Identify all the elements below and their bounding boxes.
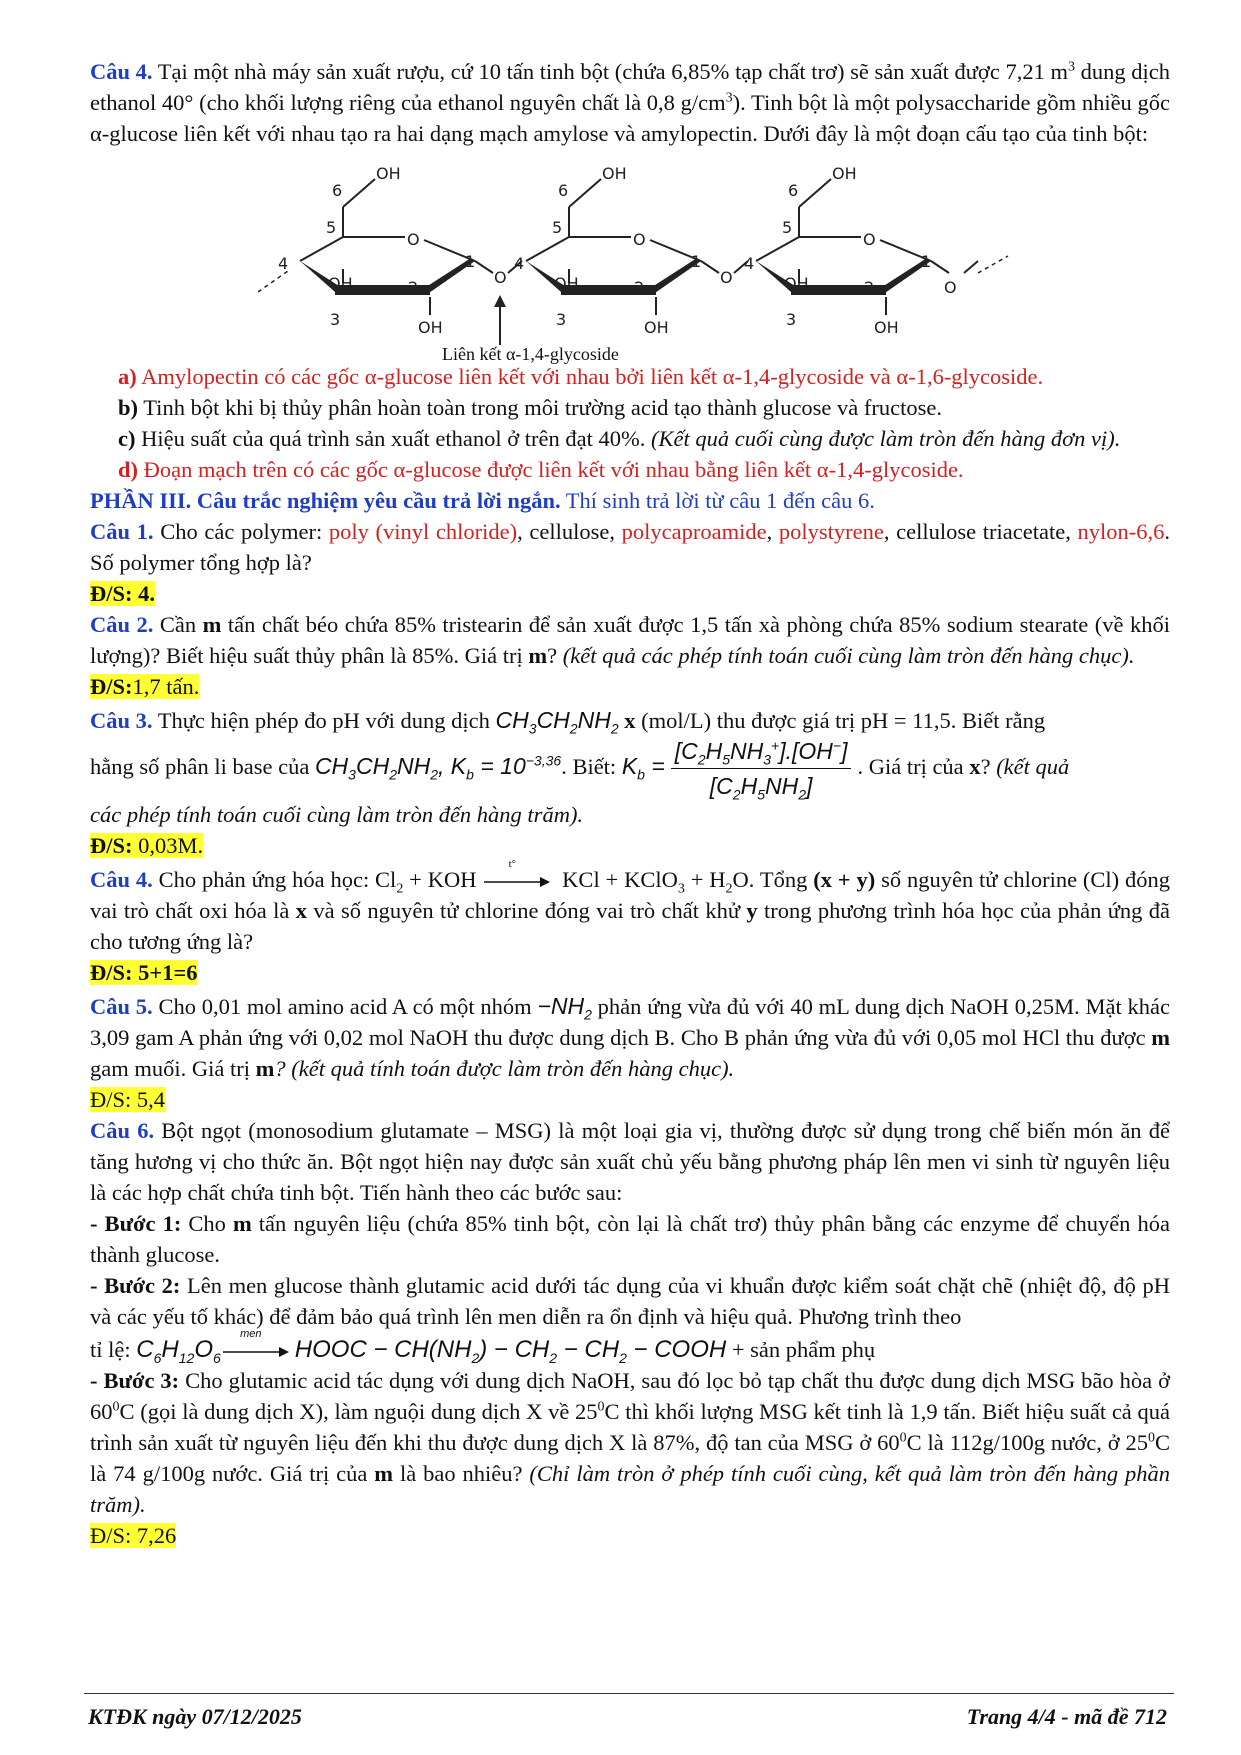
svg-text:OH: OH bbox=[554, 274, 579, 293]
svg-text:OH: OH bbox=[832, 164, 857, 183]
statement-d: d) Đoạn mạch trên có các gốc α-glucose được liên kết với nhau bằng liên kết α-1,4-glycoside. bbox=[118, 457, 964, 482]
part-3-heading: PHẦN III. Câu trắc nghiệm yêu cầu trả lời ngắn. Thí sinh trả lời từ câu 1 đến câu 6. bbox=[90, 488, 875, 513]
answer-3: Đ/S: 0,03M. bbox=[90, 833, 204, 858]
step-1: - Bước 1: Cho m tấn nguyên liệu (chứa 85% tinh bột, còn lại là chất trơ) thủy phân bằng các enzyme để chuyển hóa thành glucose. bbox=[90, 1211, 1170, 1267]
oh-label: OH bbox=[376, 164, 401, 183]
svg-text:3: 3 bbox=[556, 310, 567, 329]
starch-structure-diagram bbox=[90, 149, 1170, 361]
svg-text:2: 2 bbox=[634, 278, 645, 297]
svg-text:OH: OH bbox=[328, 274, 353, 293]
svg-text:4: 4 bbox=[278, 254, 289, 273]
svg-text:O: O bbox=[720, 268, 733, 287]
svg-text:O: O bbox=[494, 268, 507, 287]
statement-b: b) Tinh bột khi bị thủy phân hoàn toàn trong môi trường acid tạo thành glucose và fructose. bbox=[118, 395, 942, 420]
svg-text:6: 6 bbox=[558, 181, 569, 200]
footer-page-number: Trang 4/4 - mã đề 712 bbox=[966, 1704, 1167, 1729]
svg-text:1: 1 bbox=[691, 252, 702, 271]
step-2: - Bước 2: Lên men glucose thành glutamic acid dưới tác dụng của vi khuẩn được kiểm soát chặt chẽ (nhiệt độ, độ pH và các yếu tố khác) để đảm bảo quá trình lên men diễn ra ổn định và hiệu quả. Phương trình theo bbox=[90, 1273, 1170, 1329]
svg-text:1: 1 bbox=[921, 252, 932, 271]
statement-c: c) Hiệu suất của quá trình sản xuất ethanol ở trên đạt 40%. (Kết quả cuối cùng được làm tròn đến hàng đơn vị). bbox=[118, 426, 1121, 451]
svg-text:5: 5 bbox=[326, 218, 337, 237]
question-label: Câu 4. bbox=[90, 59, 153, 84]
question-3: Câu 3. Thực hiện phép đo pH với dung dịch $CH_3CH_2NH_2$ x (mol/L) thu được giá trị pH = 11,5. Biết rằng bbox=[90, 707, 1046, 737]
footer-divider bbox=[84, 1693, 1174, 1694]
question-4b: Câu 4. Cho phản ứng hóa học: $Cl_2$ + KOH t° KCl + KClO$_3$ + $H_2O$. Tổng (x + y) số nguyên tử chlorine (Cl) đóng vai trò chất oxi hóa là x và số nguyên tử chlorine đóng vai trò chất khử y trong phương trình hóa học của phản ứng đã cho tương ứng là? bbox=[90, 857, 1171, 954]
svg-text:OH: OH bbox=[418, 318, 443, 337]
reaction-arrow: t° bbox=[482, 872, 556, 892]
svg-text:3: 3 bbox=[330, 310, 341, 329]
svg-text:O: O bbox=[863, 230, 876, 249]
glycoside-caption: Liên kết α-1,4-glycoside bbox=[442, 344, 619, 364]
page-content bbox=[90, 56, 1170, 1551]
answer-2: Đ/S:1,7 tấn. bbox=[90, 674, 200, 699]
svg-text:2: 2 bbox=[408, 278, 419, 297]
svg-text:4: 4 bbox=[514, 254, 525, 273]
step-3: - Bước 3: Cho glutamic acid tác dụng với dung dịch NaOH, sau đó lọc bỏ tạp chất thu được dung dịch MSG bão hòa ở $60^0C$ (gọi là dung dịch X), làm nguội dung dịch X về $25^0C$ thì khối lượng MSG kết tinh là 1,9 tấn. Biết hiệu suất cả quá trình sản xuất từ nguyên liệu đến khi thu được dung dịch X là 87%, độ tan của MSG ở $60^0C$ là 112g/100g nước, ở $25^0C$ là 74 g/100g nước. Giá trị của m là bao nhiêu? (Chỉ làm tròn ở phép tính cuối cùng, kết quả làm tròn đến hàng phần trăm). bbox=[90, 1368, 1171, 1517]
svg-text:O: O bbox=[633, 230, 646, 249]
fermentation-equation: tỉ lệ: $C_6H_{12}O_6$ men HOOC − $CH(NH_2) - CH_2 - CH_2$ − COOH + sản phẩm phụ bbox=[90, 1327, 876, 1366]
svg-text:O: O bbox=[944, 278, 957, 297]
ethylamine-formula: $CH_3CH_2NH_2$ bbox=[495, 707, 619, 737]
svg-text:OH: OH bbox=[784, 274, 809, 293]
question-2: Câu 2. Cần m tấn chất béo chứa 85% tristearin để sản xuất được 1,5 tấn xà phòng chứa 85% sodium stearate (về khối lượng)? Biết hiệu suất thủy phân là 85%. Giá trị m? (kết quả các phép tính toán cuối cùng làm tròn đến hàng chục). bbox=[90, 612, 1171, 668]
svg-text:5: 5 bbox=[782, 218, 793, 237]
answer-4b: Đ/S: 5+1=6 bbox=[90, 960, 198, 985]
starch-structure-figure bbox=[90, 149, 1170, 364]
fermentation-arrow: men bbox=[221, 1342, 295, 1362]
footer-exam-date: KTĐK ngày 07/12/2025 bbox=[88, 1704, 302, 1729]
svg-text:5: 5 bbox=[552, 218, 563, 237]
svg-text:O: O bbox=[407, 230, 420, 249]
answer-1: Đ/S: 4. bbox=[90, 581, 156, 606]
kb-fraction: $\frac{[C_2H_5NH_3^+].[OH^-]}{[C_2H_5NH_2]}$ bbox=[671, 736, 852, 801]
svg-text:2: 2 bbox=[864, 278, 875, 297]
question-5: Câu 5. Cho 0,01 mol amino acid A có một nhóm $-NH_2$ phản ứng vừa đủ với 40 mL dung dịch NaOH 0,25M. Mặt khác 3,09 gam A phản ứng với 0,02 mol NaOH thu được dung dịch B. Cho B phản ứng vừa đủ với 0,05 mol HCl thu được m gam muối. Giá trị m? (kết quả tính toán được làm tròn đến hàng chục). bbox=[90, 993, 1171, 1081]
svg-text:3: 3 bbox=[786, 310, 797, 329]
svg-text:OH: OH bbox=[644, 318, 669, 337]
statement-a: a) Amylopectin có các gốc α-glucose liên kết với nhau bởi liên kết α-1,4-glycoside và α-1,6-glycoside. bbox=[118, 364, 1044, 389]
svg-text:OH: OH bbox=[602, 164, 627, 183]
svg-text:6: 6 bbox=[788, 181, 799, 200]
question-1: Câu 1. Cho các polymer: poly (vinyl chloride), cellulose, polycaproamide, polystyrene, cellulose triacetate, nylon-6,6. Số polymer tổng hợp là? bbox=[90, 519, 1170, 575]
svg-text:OH: OH bbox=[874, 318, 899, 337]
question-3-kb: hằng số phân li base của $CH_3CH_2NH_2$, $K_b = 10^{-3,36}$. Biết: $K_b$ = $\frac{[C_2H_5NH_3^+].[OH^-]}{[C_2H_5NH_2]}$ . Giá trị của x? (kết quả bbox=[90, 737, 1070, 803]
svg-text:1: 1 bbox=[465, 252, 476, 271]
svg-text:6: 6 bbox=[332, 181, 343, 200]
question-3-note: các phép tính toán cuối cùng làm tròn đến hàng trăm). bbox=[90, 802, 584, 827]
question-4-stem: Câu 4. Tại một nhà máy sản xuất rượu, cứ 10 tấn tinh bột (chứa 6,85% tạp chất trơ) sẽ sản xuất được 7,21 $m^3$ dung dịch ethanol 40° (cho khối lượng riêng của ethanol nguyên chất là 0,8 $g/cm^3$). Tinh bột là một polysaccharide gồm nhiều gốc α-glucose liên kết với nhau tạo ra hai dạng mạch amylose và amylopectin. Dưới đây là một đoạn cấu tạo của tinh bột: bbox=[90, 59, 1170, 146]
answer-5: Đ/S: 5,4 bbox=[90, 1087, 166, 1112]
answer-6: Đ/S: 7,26 bbox=[90, 1523, 177, 1548]
question-6: Câu 6. Bột ngọt (monosodium glutamate – MSG) là một loại gia vị, thường được sử dụng trong chế biến món ăn để tăng hương vị cho thức ăn. Bột ngọt hiện nay được sản xuất chủ yếu bằng phương pháp lên men vi sinh từ nguyên liệu là các hợp chất chứa tinh bột. Tiến hành theo các bước sau: bbox=[90, 1118, 1170, 1205]
svg-text:4: 4 bbox=[744, 254, 755, 273]
